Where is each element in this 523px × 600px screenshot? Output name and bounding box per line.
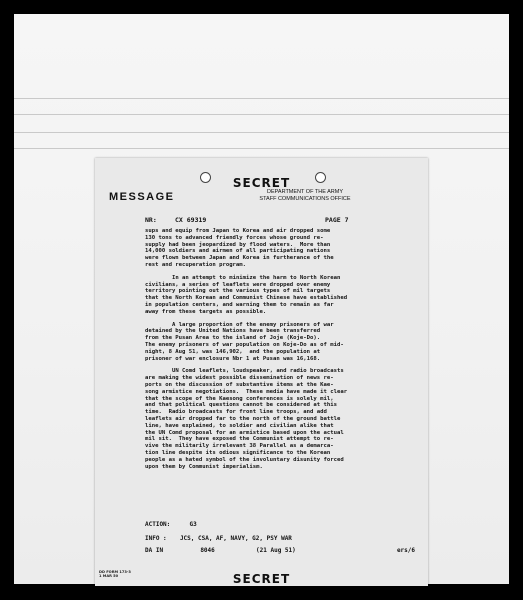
body-paragraph: UN Comd leaflets, loudspeaker, and radio broadcasts are making the widest possible dissemination of news re- ports on the discussion of substantive items at the Kae- song armistice negotiations. These media have made it clear that the scope of the Kaesong conferences is solely mil, and that political questions cannot be considered at this time. Radio broadcasts for front line troops, and add leaflets air dropped far to the north of the ground battle line, have explained, to soldier and civilian alike that the UN Comd proposal for an armistice based upon the actual mil sit. They have exposed the Communist attempt to re- vive the militarily irrelevant 38 Parallel as a demarca- tion line despite its odious significance to the Korean people as a hated symbol of the involuntary disunity forced upon them by Communist imperialism. xyxy=(145,368,348,470)
nr-value: CX 69319 xyxy=(175,216,207,224)
da-in-value: 8046 xyxy=(200,547,215,554)
ruled-line xyxy=(14,132,509,133)
action-value: G3 xyxy=(189,521,197,528)
body-paragraph: A large proportion of the enemy prisoners of war detained by the United Nations have been transferred from the Pusan Area to the island of Joje (Koje-Do). The enemy prisoners of war population on Koje-Do as of mid- night, 8 Aug 51, was 146,902, and the population at prisoner of war enclosure Nbr 1 at Pusan was 16,168. xyxy=(145,321,344,362)
department-header xyxy=(240,189,370,203)
form-date: 1 MAR 50 xyxy=(99,574,119,578)
da-in-label: DA IN xyxy=(145,547,164,554)
department-line: DEPARTMENT OF THE ARMY xyxy=(267,189,343,195)
da-in-line xyxy=(145,547,415,554)
ruled-line xyxy=(14,98,509,99)
ruled-line xyxy=(14,114,509,115)
typist-initials: ers/6 xyxy=(396,547,415,554)
ruled-line xyxy=(14,148,509,149)
body-paragraph: sups and equip from Japan to Korea and air dropped some 130 tons to advanced friendly forces whose ground re- supply had been jeopardized by flood waters. More than 14,000 soldiers and airmen of all participating nations were flown between Japan and Korea in furtherance of the rest and recuperation program. xyxy=(145,228,334,268)
classification-bottom: SECRET xyxy=(232,572,291,586)
office-line: STAFF COMMUNICATIONS OFFICE xyxy=(259,196,351,202)
message-date: (21 Aug 51) xyxy=(256,547,296,554)
message-body xyxy=(145,228,410,476)
info-line xyxy=(145,535,292,542)
message-label: MESSAGE xyxy=(109,191,175,203)
action-label: ACTION: xyxy=(145,521,171,528)
body-paragraph: In an attempt to minimize the harm to North Korean civilians, a series of leaflets were dropped over enemy territory pointing out the various types of mil targets that the North Korean and Communist Chinese have established in population centers, and warning them to remain as far away from these targets as possible. xyxy=(145,274,348,315)
classification-top: SECRET xyxy=(232,176,291,190)
page-number: PAGE 7 xyxy=(325,216,349,224)
message-form xyxy=(95,158,428,586)
action-line xyxy=(145,521,197,528)
info-value: JCS, CSA, AF, NAVY, G2, PSY WAR xyxy=(179,535,292,542)
nr-label: NR: xyxy=(145,216,157,224)
form-number: DD FORM 173-3 xyxy=(99,570,131,574)
info-label: INFO : xyxy=(145,535,167,542)
